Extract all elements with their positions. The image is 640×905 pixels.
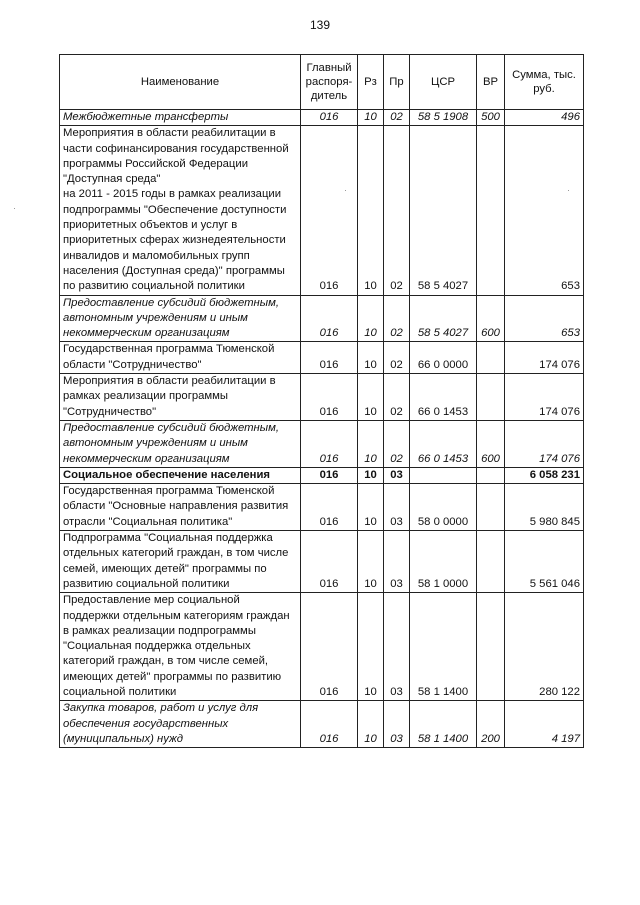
page-number: 139 xyxy=(309,18,331,32)
row-admin: 016 xyxy=(301,467,358,483)
table-row xyxy=(60,593,584,701)
row-admin: 016 xyxy=(301,110,358,126)
table-row xyxy=(60,531,584,593)
table-row xyxy=(60,484,584,531)
row-rz: 10 xyxy=(358,110,384,126)
col-header-admin: Главный распоря-дитель xyxy=(301,55,358,110)
row-sum: 280 122 xyxy=(505,593,584,701)
row-vr xyxy=(477,342,505,374)
table-row xyxy=(60,701,584,748)
row-sum: 5 980 845 xyxy=(505,484,584,531)
row-admin: 016 xyxy=(301,342,358,374)
row-admin: 016 xyxy=(301,126,358,295)
row-sum: 4 197 xyxy=(505,701,584,748)
row-csr: 58 5 4027 xyxy=(410,126,477,295)
col-header-csr: ЦСР xyxy=(410,55,477,110)
table-row xyxy=(60,374,584,421)
row-admin: 016 xyxy=(301,484,358,531)
row-vr xyxy=(477,484,505,531)
row-rz: 10 xyxy=(358,467,384,483)
row-name: Государственная программа Тюменской области "Основные направления развития отрасли "Социальная политика" xyxy=(60,484,301,531)
row-name: Предоставление субсидий бюджетным, автономным учреждениям и иным некоммерческим организациям xyxy=(60,420,301,467)
row-vr xyxy=(477,374,505,421)
row-pr: 03 xyxy=(384,484,410,531)
row-sum: 174 076 xyxy=(505,420,584,467)
table-row xyxy=(60,467,584,483)
row-admin: 016 xyxy=(301,420,358,467)
row-name: Мероприятия в области реабилитации в части софинансирования государственной программы Российской Федерации "Доступная среда" на 2011 - 2015 годы в рамках реализации подпрограммы "Обеспечение доступности приоритетных объектов и услуг в приоритетных сферах жизнедеятельности инвалидов и маломобильных групп населения (Доступная среда)" программы по развитию социальной политики xyxy=(60,126,301,295)
row-pr: 03 xyxy=(384,467,410,483)
row-rz: 10 xyxy=(358,295,384,342)
row-csr: 58 5 1908 xyxy=(410,110,477,126)
row-name: Мероприятия в области реабилитации в рамках реализации программы "Сотрудничество" xyxy=(60,374,301,421)
table-row xyxy=(60,342,584,374)
row-rz: 10 xyxy=(358,484,384,531)
row-pr: 02 xyxy=(384,126,410,295)
row-csr: 66 0 1453 xyxy=(410,374,477,421)
row-sum: 174 076 xyxy=(505,374,584,421)
row-vr xyxy=(477,531,505,593)
row-pr: 03 xyxy=(384,701,410,748)
row-admin: 016 xyxy=(301,701,358,748)
row-admin: 016 xyxy=(301,374,358,421)
row-admin: 016 xyxy=(301,593,358,701)
header-row xyxy=(60,55,584,110)
row-pr: 03 xyxy=(384,593,410,701)
row-csr: 58 1 1400 xyxy=(410,593,477,701)
row-sum: 496 xyxy=(505,110,584,126)
row-vr: 500 xyxy=(477,110,505,126)
col-header-sum: Сумма, тыс. руб. xyxy=(505,55,584,110)
row-sum: 5 561 046 xyxy=(505,531,584,593)
row-rz: 10 xyxy=(358,420,384,467)
row-name: Предоставление субсидий бюджетным, автономным учреждениям и иным некоммерческим организациям xyxy=(60,295,301,342)
row-name: Межбюджетные трансферты xyxy=(60,110,301,126)
row-rz: 10 xyxy=(358,374,384,421)
row-csr: 66 0 1453 xyxy=(410,420,477,467)
row-sum: 653 xyxy=(505,295,584,342)
row-rz: 10 xyxy=(358,342,384,374)
table-row xyxy=(60,110,584,126)
row-sum: 6 058 231 xyxy=(505,467,584,483)
row-pr: 02 xyxy=(384,374,410,421)
row-pr: 03 xyxy=(384,531,410,593)
row-csr: 58 1 1400 xyxy=(410,701,477,748)
row-csr: 66 0 0000 xyxy=(410,342,477,374)
row-sum: 653 xyxy=(505,126,584,295)
scan-speck xyxy=(14,208,15,209)
row-name: Подпрограмма "Социальная поддержка отдельных категорий граждан, в том числе семей, имеющих детей" программы по развитию социальной политики xyxy=(60,531,301,593)
row-vr xyxy=(477,126,505,295)
row-rz: 10 xyxy=(358,701,384,748)
row-sum: 174 076 xyxy=(505,342,584,374)
row-rz: 10 xyxy=(358,126,384,295)
col-header-vr: ВР xyxy=(477,55,505,110)
row-pr: 02 xyxy=(384,420,410,467)
row-vr: 600 xyxy=(477,295,505,342)
row-vr xyxy=(477,467,505,483)
row-vr: 200 xyxy=(477,701,505,748)
row-vr: 600 xyxy=(477,420,505,467)
row-admin: 016 xyxy=(301,295,358,342)
col-header-pr: Пр xyxy=(384,55,410,110)
row-name: Предоставление мер социальной поддержки отдельным категориям граждан в рамках реализации подпрограммы "Социальная поддержка отдельных категорий граждан, в том числе семей, имеющих детей" программы по развитию социальной политики xyxy=(60,593,301,701)
row-name: Социальное обеспечение населения xyxy=(60,467,301,483)
row-csr: 58 5 4027 xyxy=(410,295,477,342)
row-rz: 10 xyxy=(358,531,384,593)
row-name: Закупка товаров, работ и услуг для обеспечения государственных (муниципальных) нужд xyxy=(60,701,301,748)
row-csr xyxy=(410,467,477,483)
table-row xyxy=(60,295,584,342)
table-row xyxy=(60,126,584,295)
col-header-rz: Рз xyxy=(358,55,384,110)
row-csr: 58 0 0000 xyxy=(410,484,477,531)
row-pr: 02 xyxy=(384,295,410,342)
budget-table xyxy=(59,54,584,748)
row-rz: 10 xyxy=(358,593,384,701)
table-row xyxy=(60,420,584,467)
col-header-name: Наименование xyxy=(60,55,301,110)
row-csr: 58 1 0000 xyxy=(410,531,477,593)
row-admin: 016 xyxy=(301,531,358,593)
row-vr xyxy=(477,593,505,701)
row-pr: 02 xyxy=(384,342,410,374)
row-name: Государственная программа Тюменской области "Сотрудничество" xyxy=(60,342,301,374)
row-pr: 02 xyxy=(384,110,410,126)
